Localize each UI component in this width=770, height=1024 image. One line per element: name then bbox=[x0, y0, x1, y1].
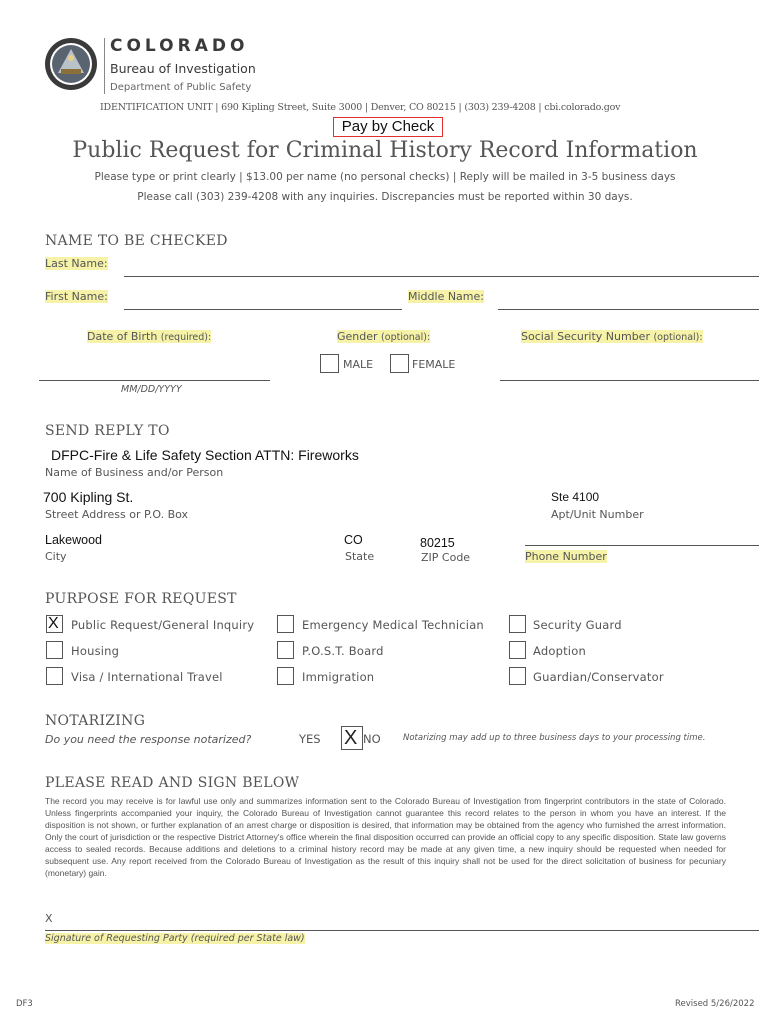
male-label: MALE bbox=[343, 358, 374, 371]
colorado-seal-logo bbox=[44, 37, 98, 91]
sign-section-heading: PLEASE READ AND SIGN BELOW bbox=[45, 775, 300, 791]
purpose-checkbox-immigration[interactable] bbox=[277, 667, 294, 685]
gender-optional-text: (optional): bbox=[381, 332, 431, 343]
purpose-checkbox-post-board[interactable] bbox=[277, 641, 294, 659]
notarizing-no-checkbox[interactable] bbox=[341, 726, 363, 750]
purpose-label-immigration: Immigration bbox=[302, 670, 375, 684]
header-address: IDENTIFICATION UNIT | 690 Kipling Street, Suite 3000 | Denver, CO 80215 | (303) 239-4208 | cbi.colorado.gov bbox=[100, 102, 621, 113]
purpose-checkbox-visa[interactable] bbox=[46, 667, 63, 685]
purpose-label-guardian: Guardian/Conservator bbox=[533, 670, 664, 684]
notarizing-heading: NOTARIZING bbox=[45, 713, 146, 729]
middle-name-field[interactable] bbox=[498, 309, 759, 310]
middle-name-label: Middle Name: bbox=[408, 290, 484, 303]
purpose-label-public-request: Public Request/General Inquiry bbox=[71, 618, 255, 632]
phone-label: Phone Number bbox=[525, 550, 607, 563]
gender-label bbox=[337, 330, 430, 343]
notarizing-yes-label: YES bbox=[299, 732, 321, 746]
ssn-field[interactable] bbox=[500, 380, 759, 381]
purpose-label-emt: Emergency Medical Technician bbox=[302, 618, 484, 632]
notarizing-no-label: NO bbox=[363, 732, 381, 746]
dob-required-text: (required): bbox=[160, 332, 212, 343]
page-title: Public Request for Criminal History Record Information bbox=[72, 138, 698, 163]
last-name-field[interactable] bbox=[124, 276, 759, 277]
org-name: COLORADO bbox=[110, 36, 249, 56]
purpose-section-heading: PURPOSE FOR REQUEST bbox=[45, 591, 237, 607]
apt-value[interactable]: Ste 4100 bbox=[551, 490, 600, 504]
city-value[interactable]: Lakewood bbox=[45, 533, 102, 547]
dob-label bbox=[87, 330, 211, 343]
bureau-name: Bureau of Investigation bbox=[110, 61, 256, 76]
female-checkbox[interactable] bbox=[390, 354, 409, 373]
purpose-label-post-board: P.O.S.T. Board bbox=[302, 644, 384, 658]
business-name-value[interactable]: DFPC-Fire & Life Safety Section ATTN: Fireworks bbox=[51, 447, 359, 463]
header-divider bbox=[104, 38, 105, 94]
zip-value[interactable]: 80215 bbox=[420, 536, 455, 550]
purpose-label-housing: Housing bbox=[71, 644, 120, 658]
city-label: City bbox=[45, 550, 67, 563]
name-section-heading: NAME TO BE CHECKED bbox=[45, 233, 228, 249]
ssn-label-text: Social Security Number bbox=[521, 330, 650, 343]
subtitle-line-2: Please call (303) 239-4208 with any inquiries. Discrepancies must be reported within 30 days. bbox=[137, 191, 633, 203]
purpose-checkbox-security-guard[interactable] bbox=[509, 615, 526, 633]
subtitle-line-1: Please type or print clearly | $13.00 per name (no personal checks) | Reply will be mailed in 3-5 business days bbox=[94, 171, 676, 183]
notarizing-no-check-mark: X bbox=[344, 727, 358, 749]
legal-disclaimer-text: The record you may receive is for lawful use only and summarizes information sent to the Colorado Bureau of Investigation from fingerprint contributors in the state of Colorado. Unless fingerprints accompanied your inquiry, the Colorado Bureau of Investigation cannot guarantee this record relates to the person in whom you have an interest. If the disposition is not shown, or further explanation of an arrest charge or disposition is desired, that information may be obtained from the agency who furnished the arrest information. Only the court of jurisdiction or the respective District Attorney's office wherein the final disposition occurred can provide an official copy to any specific disposition. State law governs access to sealed records. Because additions and deletions to a criminal history record may be made at any given time, a new inquiry should be requested when needed for subsequent use. Any report received from the Colorado Bureau of Investigation as the result of this inquiry shall not be used for the direct solicitation of business for pecuniary (monetary) gain. bbox=[45, 796, 726, 878]
form-code: DF3 bbox=[16, 999, 33, 1009]
male-checkbox[interactable] bbox=[320, 354, 339, 373]
street-label: Street Address or P.O. Box bbox=[45, 508, 189, 521]
purpose-checkbox-public-request[interactable] bbox=[46, 615, 63, 633]
reply-section-heading: SEND REPLY TO bbox=[45, 423, 170, 439]
revision-date: Revised 5/26/2022 bbox=[675, 999, 755, 1009]
dob-label-text: Date of Birth bbox=[87, 330, 158, 343]
dob-format-hint: MM/DD/YYYY bbox=[121, 384, 182, 395]
state-value[interactable]: CO bbox=[344, 533, 363, 547]
signature-label: Signature of Requesting Party (required per State law) bbox=[45, 933, 305, 944]
female-label: FEMALE bbox=[412, 358, 456, 371]
notarizing-question: Do you need the response notarized? bbox=[45, 733, 252, 746]
purpose-checkbox-adoption[interactable] bbox=[509, 641, 526, 659]
department-name: Department of Public Safety bbox=[110, 82, 252, 93]
purpose-checkbox-guardian[interactable] bbox=[509, 667, 526, 685]
purpose-label-adoption: Adoption bbox=[533, 644, 586, 658]
gender-label-text: Gender bbox=[337, 330, 378, 343]
signature-field[interactable] bbox=[45, 930, 759, 931]
zip-label: ZIP Code bbox=[421, 551, 471, 564]
street-value[interactable]: 700 Kipling St. bbox=[43, 489, 134, 505]
purpose-label-security-guard: Security Guard bbox=[533, 618, 622, 632]
first-name-label: First Name: bbox=[45, 290, 108, 303]
state-label: State bbox=[345, 550, 375, 563]
ssn-label bbox=[521, 330, 703, 343]
purpose-checkbox-housing[interactable] bbox=[46, 641, 63, 659]
phone-field[interactable] bbox=[525, 545, 759, 546]
signature-x-mark: X bbox=[45, 912, 53, 925]
purpose-checkbox-emt[interactable] bbox=[277, 615, 294, 633]
apt-label: Apt/Unit Number bbox=[551, 508, 644, 521]
last-name-label: Last Name: bbox=[45, 257, 108, 270]
dob-field[interactable] bbox=[39, 380, 270, 381]
ssn-optional-text: (optional): bbox=[653, 332, 703, 343]
purpose-check-mark: X bbox=[48, 615, 59, 632]
notarizing-note: Notarizing may add up to three business days to your processing time. bbox=[403, 733, 706, 743]
pay-by-check-box: Pay by Check bbox=[333, 117, 443, 137]
purpose-label-visa: Visa / International Travel bbox=[71, 670, 223, 684]
business-name-label: Name of Business and/or Person bbox=[45, 466, 224, 479]
first-name-field[interactable] bbox=[124, 309, 402, 310]
